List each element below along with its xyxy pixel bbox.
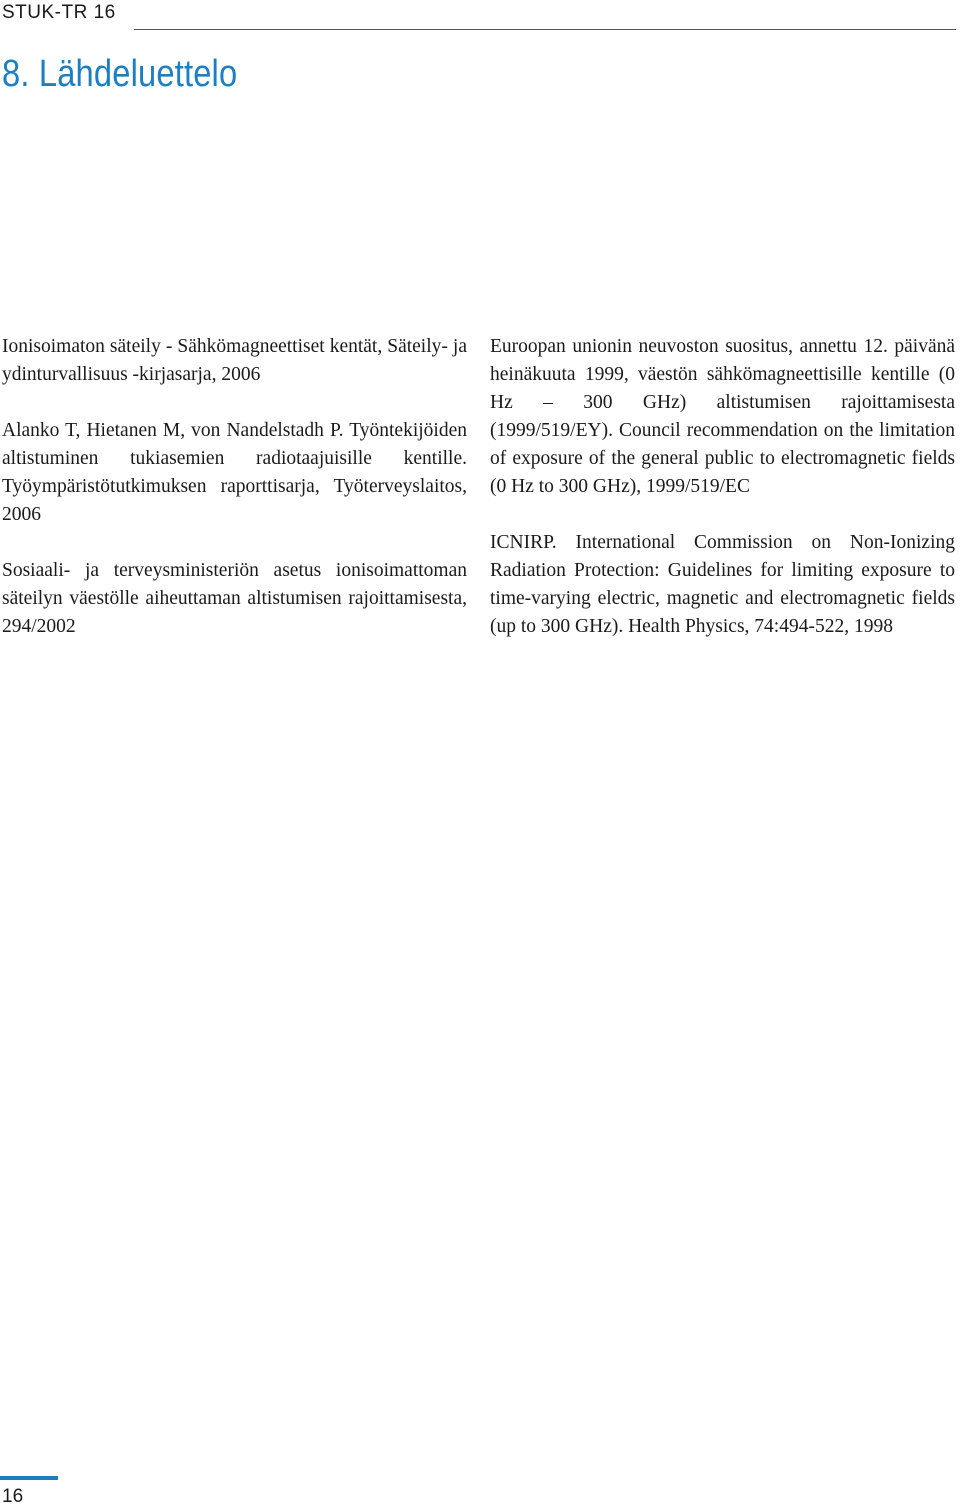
reference-entry: Ionisoimaton säteily - Sähkömagneettiset kentät, Säteily- ja ydinturvallisuus -kirjasarja, 2006 (2, 336, 467, 385)
section-title: 8. Lähdeluettelo (2, 53, 238, 95)
reference-entry: Euroopan unionin neuvoston suositus, annettu 12. päivänä heinäkuuta 1999, väestön sähkömagneettisille kentille (0 Hz – 300 GHz) altistumisen rajoittamisesta (1999/519/EY). Council recommendation on the limitation of exposure of the general public to electromagnetic fields (0 Hz to 300 GHz), 1999/519/EC (490, 336, 955, 497)
page-number: 16 (2, 1486, 24, 1507)
reference-entry: ICNIRP. International Commission on Non-Ionizing Radiation Protection: Guidelines for limiting exposure to time-varying electric, magnetic and electromagnetic fields (up to 300 GHz). Health Physics, 74:494-522, 1998 (490, 532, 955, 637)
running-header (0, 2, 960, 30)
references-left-column (2, 333, 467, 669)
references-right-column (490, 333, 955, 669)
report-series-label: STUK-TR 16 (2, 2, 116, 23)
page-number-marker (0, 1476, 58, 1480)
reference-entry: Sosiaali- ja terveysministeriön asetus ionisoimattoman säteilyn väestölle aiheuttaman altistumisen rajoittamisesta, 294/2002 (2, 560, 467, 637)
reference-entry: Alanko T, Hietanen M, von Nandelstadh P. Työntekijöiden altistuminen tukiasemien radiotaajuisille kentille. Työympäristötutkimuksen raporttisarja, Työterveyslaitos, 2006 (2, 420, 467, 525)
header-rule (134, 29, 956, 30)
